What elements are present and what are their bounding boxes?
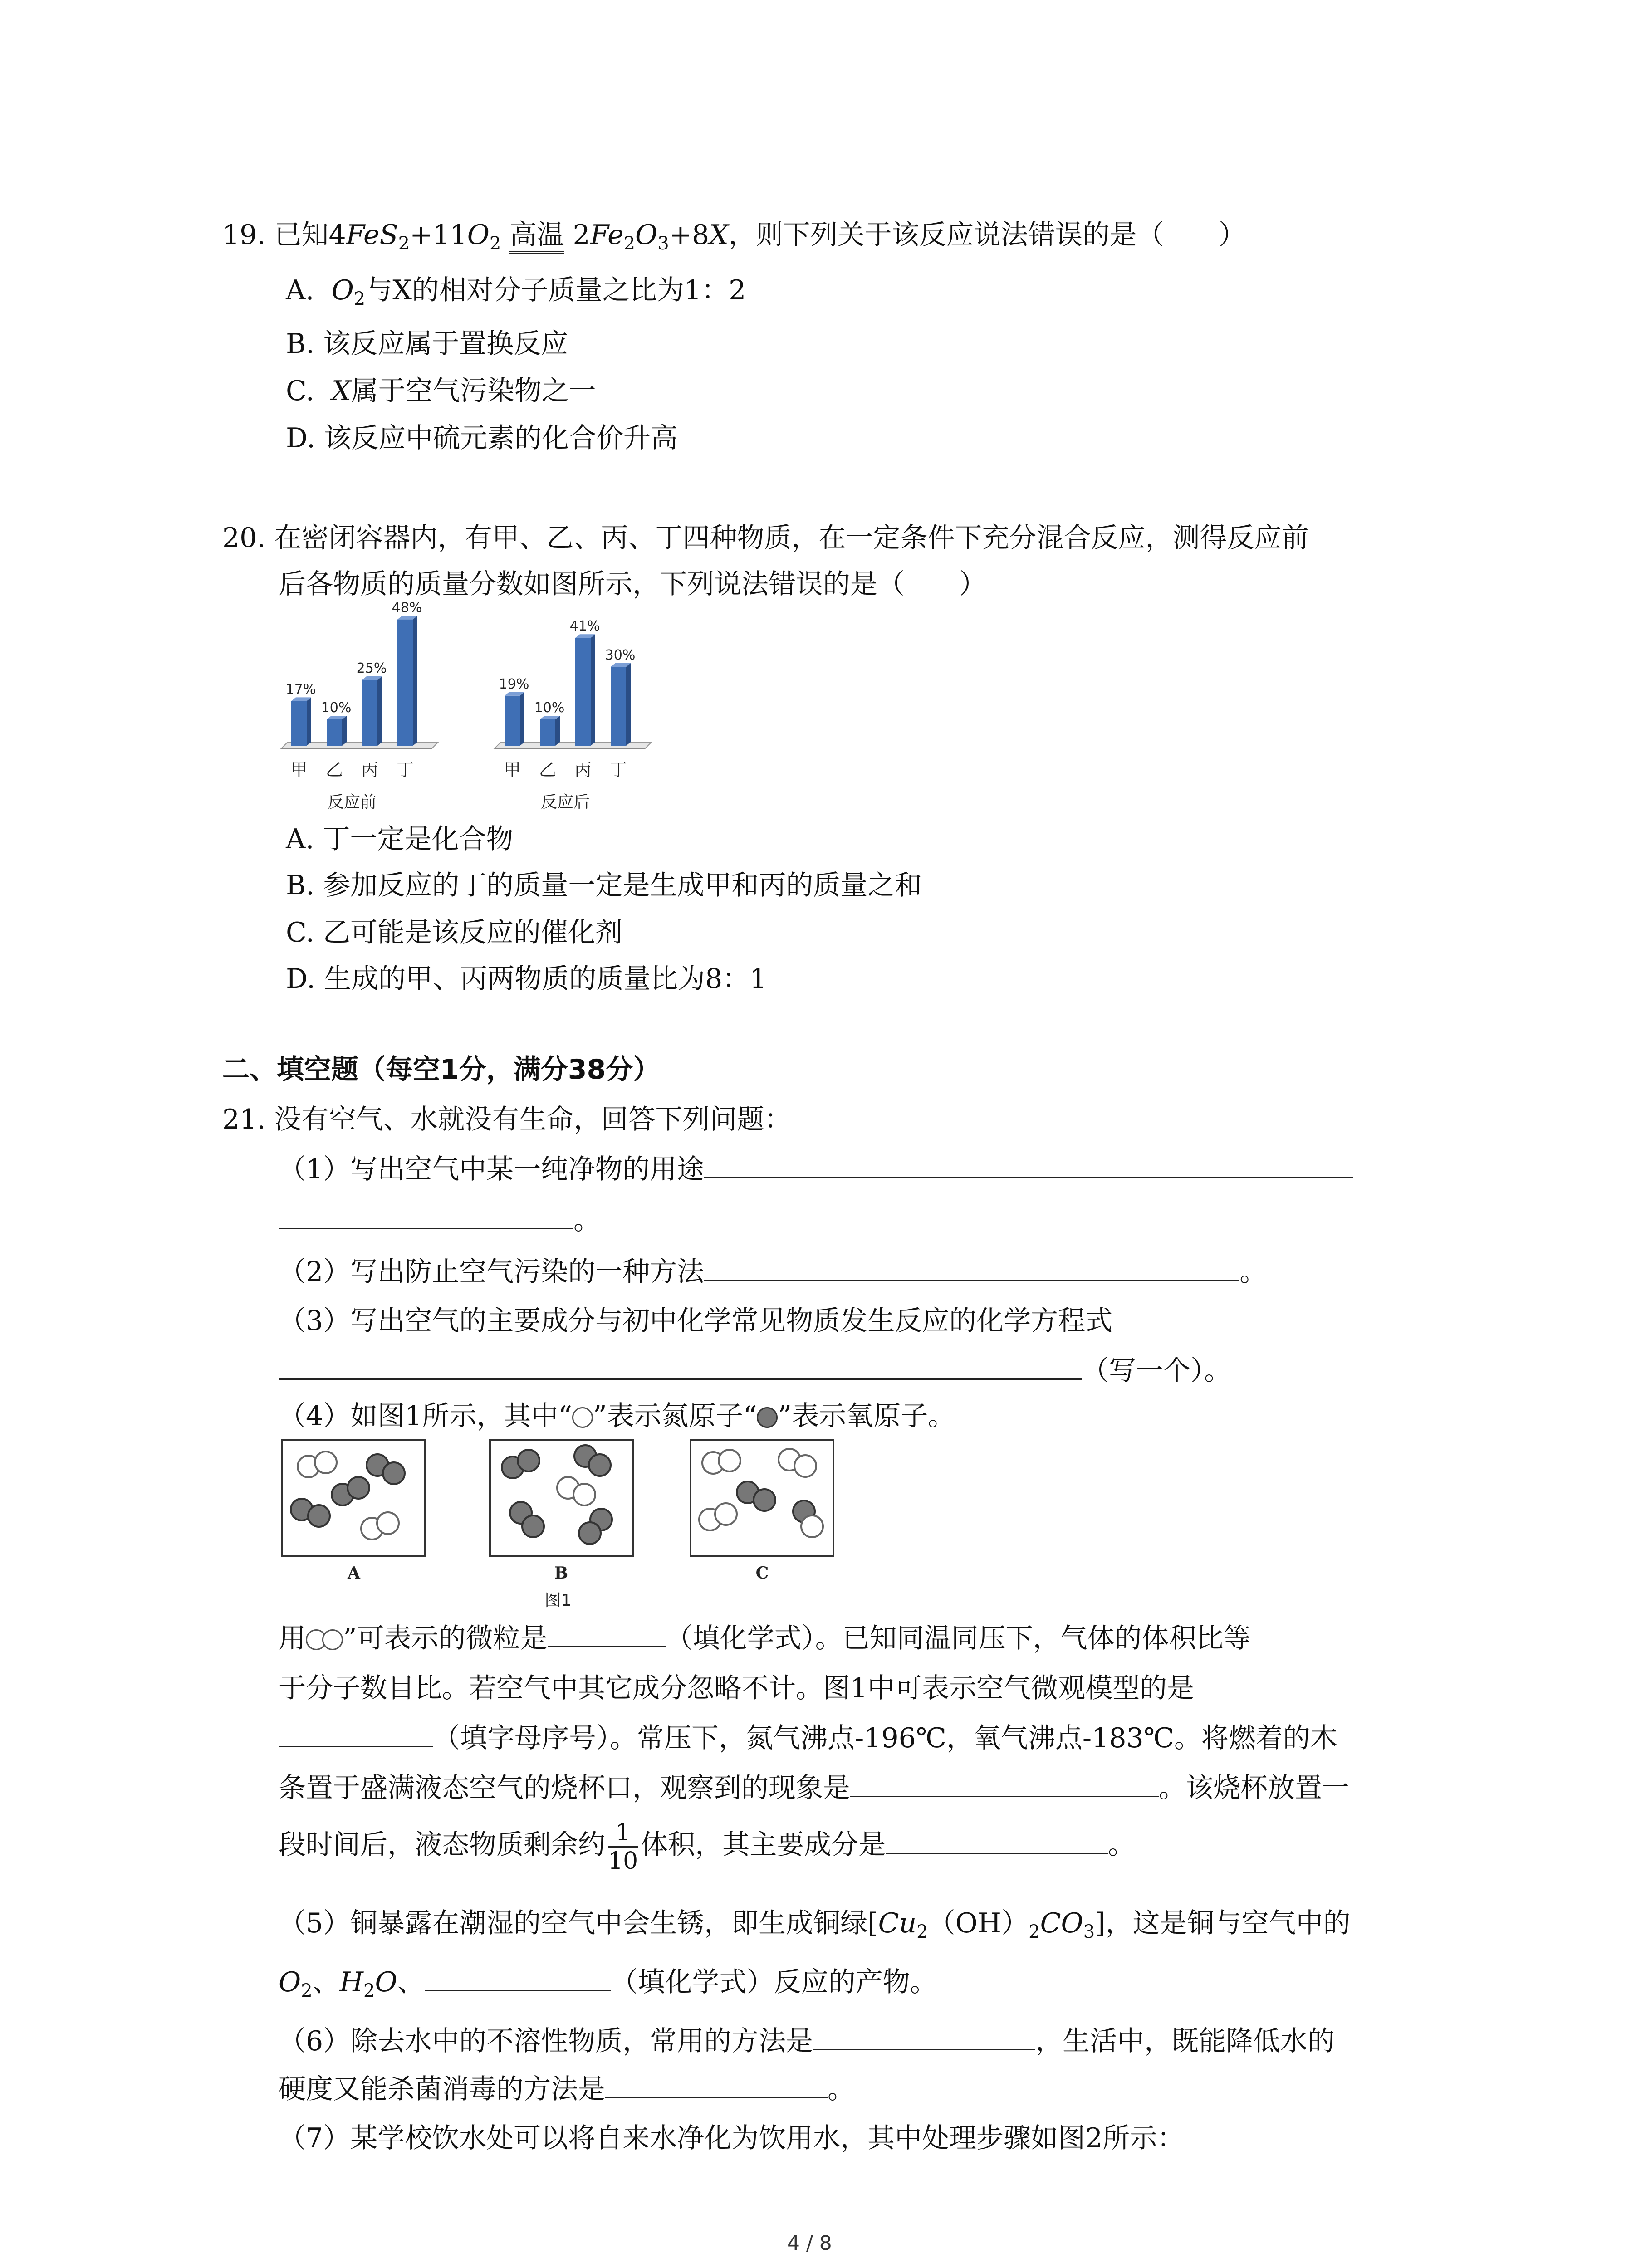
bar: [291, 701, 307, 746]
data-label: 19%: [499, 676, 529, 692]
bar-side: [307, 697, 311, 746]
box-a-label: A: [348, 1564, 360, 1583]
q21-part4-line2: 于分子数目比。若空气中其它成分忽略不计。图1中可表示空气微观模型的是: [279, 1672, 1195, 1704]
category-label: 乙: [539, 760, 557, 780]
category-label: 甲: [290, 760, 308, 780]
q21-part2: （2）写出防止空气污染的一种方法 。: [279, 1256, 1267, 1288]
q21-stem: 21. 没有空气、水就没有生命，回答下列问题：: [222, 1104, 792, 1135]
answer-blank[interactable]: [605, 2074, 828, 2098]
data-label: 17%: [285, 681, 316, 698]
q21-part5-line2: $O_2$、$H_2O$、 （填化学式）反应的产物。: [279, 1966, 937, 2001]
q21-part4-line4: 条置于盛满液态空气的烧杯口，观察到的现象是 。该烧杯放置一: [279, 1772, 1349, 1804]
q20-option-b: B. 参加反应的丁的质量一定是生成甲和丙的质量之和: [286, 870, 922, 901]
page-number: 4 / 8: [787, 2232, 832, 2255]
figure-caption: 图1: [544, 1591, 572, 1610]
q21-part7: （7）某学校饮水处可以将自来水净化为饮用水，其中处理步骤如图2所示：: [279, 2122, 1185, 2154]
data-label: 30%: [605, 647, 636, 663]
data-label: 41%: [569, 618, 600, 635]
q19-option-d: D. 该反应中硫元素的化合价升高: [286, 422, 678, 454]
q20-stem-line2: 后各物质的质量分数如图所示，下列说法错误的是（ ）: [279, 568, 986, 600]
bar-side: [626, 663, 631, 746]
data-label: 10%: [321, 700, 352, 716]
q20-option-c: C. 乙可能是该反应的催化剂: [286, 917, 622, 948]
nitrogen-atom-icon: [572, 1407, 593, 1428]
bar: [327, 719, 342, 746]
bar-side: [413, 616, 417, 746]
bar-side: [591, 634, 595, 746]
answer-blank[interactable]: [279, 1723, 433, 1747]
answer-blank[interactable]: [704, 1257, 1239, 1281]
reaction-condition: 高温: [509, 219, 564, 254]
q20-option-a: A. 丁一定是化合物: [286, 823, 514, 855]
q21-part3: （3）写出空气的主要成分与初中化学常见物质发生反应的化学方程式: [279, 1305, 1113, 1337]
category-label: 乙: [325, 760, 343, 780]
box-b-label: B: [554, 1564, 568, 1583]
answer-blank[interactable]: [279, 1356, 1082, 1380]
answer-blank[interactable]: [704, 1154, 1353, 1178]
q21-part3-cont: （写一个）。: [279, 1353, 1231, 1389]
chart-title: 反应前: [327, 793, 377, 811]
q21-part1: （1）写出空气中某一纯净物的用途: [279, 1151, 1353, 1188]
q21-part4-intro: （4）如图1所示，其中“ ”表示氮原子“ ”表示氧原子。: [279, 1400, 955, 1432]
bar-side: [342, 716, 347, 746]
q21-part4-line3: （填字母序号）。常压下，氮气沸点-196℃，氧气沸点-183℃。将燃着的木: [279, 1720, 1337, 1756]
section-heading: 二、填空题（每空1分，满分38分）: [222, 1054, 661, 1085]
bar: [575, 638, 591, 746]
bar: [362, 680, 377, 746]
q19-option-b: B. 该反应属于置换反应: [286, 328, 568, 360]
data-label: 48%: [392, 600, 422, 616]
figure-1: [272, 1433, 862, 1624]
answer-blank[interactable]: [850, 1773, 1159, 1797]
bar: [611, 667, 626, 746]
bar: [505, 696, 520, 746]
q19-option-a: A. $O_2$与X的相对分子质量之比为1：2: [286, 274, 746, 309]
box-c: [691, 1440, 833, 1556]
category-label: 丙: [574, 760, 592, 780]
q21-part6-line2: 硬度又能杀菌消毒的方法是 。: [279, 2073, 855, 2105]
category-label: 丙: [361, 760, 379, 780]
q19-option-c: C. X属于空气污染物之一: [286, 375, 596, 407]
bar: [397, 620, 413, 746]
bar-side: [377, 676, 382, 746]
q21-part4-line5: 段时间后，液态物质剩余约 $\frac{1}{10}$ 体积，其主要成分是 。: [279, 1819, 1136, 1875]
q21-part6-line1: （6）除去水中的不溶性物质，常用的方法是 ，生活中，既能降低水的: [279, 2025, 1335, 2057]
answer-blank[interactable]: [886, 1830, 1108, 1854]
category-label: 丁: [609, 760, 627, 780]
oxygen-atom-icon: [757, 1407, 778, 1428]
category-label: 甲: [503, 760, 521, 780]
q21-part4-line1: 用 ”可表示的微粒是 （填化学式）。已知同温同压下，气体的体积比等: [279, 1623, 1251, 1654]
answer-blank[interactable]: [279, 1205, 573, 1229]
fraction: $\frac{1}{10}$: [608, 1819, 638, 1875]
q20-option-d: D. 生成的甲、丙两物质的质量比为8：1: [286, 963, 767, 995]
nitrogen-molecule-icon: [322, 1629, 343, 1650]
box-c-label: C: [755, 1564, 769, 1583]
q21-part1-cont: 。: [279, 1202, 601, 1238]
box-b: [490, 1440, 633, 1556]
box-a: [282, 1440, 425, 1556]
bar: [540, 719, 555, 746]
bar-side: [555, 716, 560, 746]
mass-fraction-charts: [268, 599, 676, 826]
answer-blank[interactable]: [813, 2026, 1035, 2050]
chart-title: 反应后: [540, 793, 590, 811]
data-label: 25%: [356, 660, 387, 676]
data-label: 10%: [534, 700, 565, 716]
category-label: 丁: [396, 760, 414, 780]
q20-stem-line1: 20. 在密闭容器内，有甲、乙、丙、丁四种物质，在一定条件下充分混合反应，测得反应前: [222, 522, 1309, 554]
answer-blank[interactable]: [425, 1967, 611, 1991]
bar-side: [520, 692, 524, 746]
q21-part5-line1: （5）铜暴露在潮湿的空气中会生锈，即生成铜绿$[Cu_2(OH)_2CO_3]$，这是铜与空气中的: [279, 1907, 1351, 1942]
answer-blank[interactable]: [548, 1623, 666, 1647]
q19-stem: 19. 已知$4FeS_2+11O_2$ 高温 $2Fe_2O_3+8X$，则下列关于该反应说法错误的是（ ）: [222, 219, 1246, 254]
